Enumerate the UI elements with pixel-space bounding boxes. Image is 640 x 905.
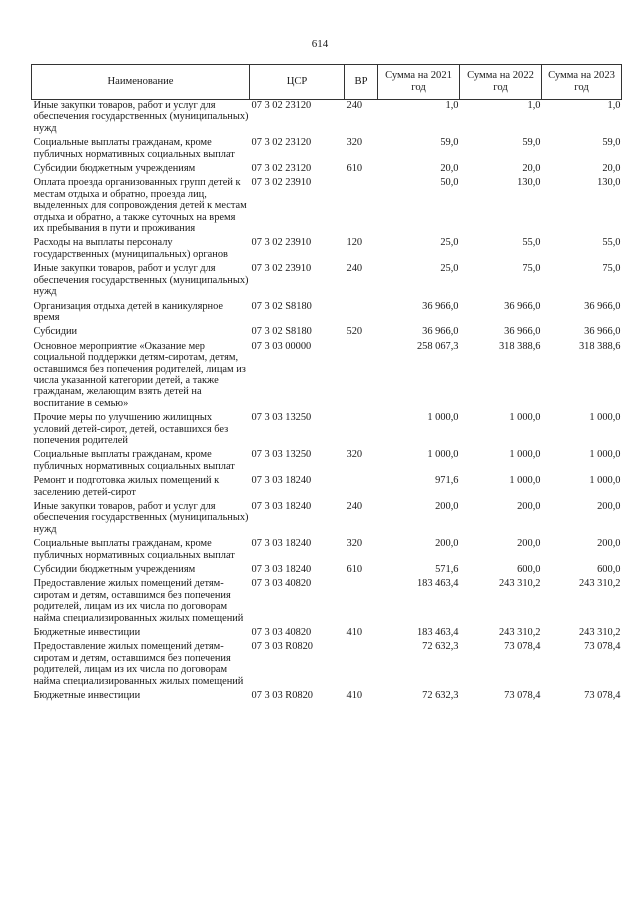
row-sum-2023: 36 966,0 xyxy=(584,326,621,338)
row-sum-2021: 183 463,4 xyxy=(416,578,459,590)
row-name: Бюджетные инвестиции xyxy=(33,690,141,702)
table-row xyxy=(32,163,622,177)
row-sum-2021: 200,0 xyxy=(435,538,459,550)
row-sum-2023: 318 388,6 xyxy=(578,340,621,352)
row-name: Оплата проезда организованных групп детей к местам отдыха и обратно, проезда лиц, выделенных для сопровождения детей к местам отдыха и обратно, а также суточных на время их пребывания в пути и проживания xyxy=(33,177,247,235)
row-sum-2023: 243 310,2 xyxy=(578,627,621,639)
row-sum-2022: 200,0 xyxy=(517,538,541,550)
row-name: Социальные выплаты гражданам, кроме публичных нормативных социальных выплат xyxy=(33,137,235,160)
row-vr: 410 xyxy=(346,627,363,639)
row-sum-2021: 1,0 xyxy=(445,100,459,111)
row-vr: 240 xyxy=(346,501,363,512)
row-sum-2023: 75,0 xyxy=(602,263,621,275)
row-vr: 610 xyxy=(346,163,363,175)
row-csr: 07 3 02 23910 xyxy=(251,263,312,275)
row-vr: 610 xyxy=(346,564,363,576)
row-vr: 320 xyxy=(346,538,363,550)
row-csr: 07 3 03 R0820 xyxy=(251,690,313,702)
table-row xyxy=(32,341,622,412)
row-sum-2022: 1 000,0 xyxy=(509,412,541,424)
row-sum-2021: 971,6 xyxy=(435,475,459,487)
table-row xyxy=(32,326,622,340)
row-sum-2022: 1,0 xyxy=(527,100,541,111)
row-sum-2022: 1 000,0 xyxy=(509,449,541,461)
table-row xyxy=(32,263,622,300)
row-name: Прочие меры по улучшению жилищных условий детей-сирот, детей, оставшихся без попечения родителей xyxy=(33,412,229,446)
table-row xyxy=(32,564,622,578)
row-vr xyxy=(345,341,378,412)
row-sum-2023: 59,0 xyxy=(602,137,621,149)
table-row xyxy=(32,237,622,263)
row-name: Предоставление жилых помещений детям-сиротам и детям, оставшимся без попечения родителей, лицам из их числа по договорам найма специализированных жилых помещений xyxy=(33,578,244,624)
table-row xyxy=(32,690,622,704)
row-sum-2022: 59,0 xyxy=(522,137,541,149)
row-name: Основное мероприятие «Оказание мер социальной поддержки детям-сиротам, детям, оставшимся без попечения родителей, лицам из числа указанной категории детей, а также гражданам, желающим взять детей на воспитание в семью» xyxy=(33,340,246,409)
table-row xyxy=(32,475,622,501)
row-csr: 07 3 03 13250 xyxy=(251,449,312,461)
row-name: Субсидии бюджетным учреждениям xyxy=(33,163,196,175)
table-row xyxy=(32,641,622,690)
row-sum-2022: 243 310,2 xyxy=(498,578,541,590)
row-vr: 320 xyxy=(346,137,363,149)
table-row xyxy=(32,412,622,449)
row-sum-2023: 1 000,0 xyxy=(589,412,621,424)
row-name: Иные закупки товаров, работ и услуг для обеспечения государственных (муниципальных) нужд xyxy=(33,263,249,298)
table-body xyxy=(32,100,622,705)
row-csr: 07 3 03 18240 xyxy=(251,564,312,576)
row-csr: 07 3 02 S8180 xyxy=(251,326,312,338)
row-name: Организация отдыха детей в каникулярное время xyxy=(33,300,224,323)
row-sum-2023: 1 000,0 xyxy=(589,449,621,461)
row-sum-2023: 1 000,0 xyxy=(589,475,621,487)
header-sum-2023: Сумма на 2023 год xyxy=(542,65,622,100)
row-sum-2022: 36 966,0 xyxy=(504,326,541,338)
row-name: Иные закупки товаров, работ и услуг для обеспечения государственных (муниципальных) нужд xyxy=(33,100,249,134)
table-row xyxy=(32,100,622,138)
row-csr: 07 3 03 13250 xyxy=(251,412,312,424)
row-csr: 07 3 03 00000 xyxy=(251,340,312,352)
header-sum-2022: Сумма на 2022 год xyxy=(460,65,542,100)
row-sum-2023: 243 310,2 xyxy=(578,578,621,590)
row-sum-2022: 55,0 xyxy=(522,237,541,249)
row-sum-2021: 20,0 xyxy=(440,163,459,175)
row-sum-2022: 73 078,4 xyxy=(504,641,541,653)
table-row xyxy=(32,501,622,538)
row-sum-2021: 72 632,3 xyxy=(422,641,459,653)
row-csr: 07 3 03 18240 xyxy=(251,475,312,487)
row-csr: 07 3 02 23120 xyxy=(251,137,312,149)
row-vr xyxy=(345,177,378,237)
row-name: Расходы на выплаты персоналу государственных (муниципальных) органов xyxy=(33,237,228,260)
row-name: Социальные выплаты гражданам, кроме публичных нормативных социальных выплат xyxy=(33,449,235,472)
row-csr: 07 3 03 40820 xyxy=(251,578,312,590)
header-csr: ЦСР xyxy=(250,65,345,100)
row-csr: 07 3 02 23910 xyxy=(251,237,312,249)
budget-table xyxy=(31,64,622,705)
row-sum-2022: 20,0 xyxy=(522,163,541,175)
row-sum-2023: 130,0 xyxy=(597,177,621,189)
row-sum-2022: 1 000,0 xyxy=(509,475,541,487)
row-sum-2021: 72 632,3 xyxy=(422,690,459,702)
table-row xyxy=(32,137,622,163)
row-csr: 07 3 03 R0820 xyxy=(251,641,313,653)
row-vr xyxy=(345,301,378,327)
row-name: Субсидии бюджетным учреждениям xyxy=(33,564,196,576)
row-sum-2022: 130,0 xyxy=(517,177,541,189)
row-sum-2022: 600,0 xyxy=(517,564,541,576)
row-sum-2023: 73 078,4 xyxy=(584,690,621,702)
row-vr: 410 xyxy=(346,690,363,702)
row-sum-2021: 50,0 xyxy=(440,177,459,189)
header-sum-2021: Сумма на 2021 год xyxy=(378,65,460,100)
row-sum-2021: 1 000,0 xyxy=(427,449,459,461)
row-sum-2023: 600,0 xyxy=(597,564,621,576)
row-sum-2021: 200,0 xyxy=(435,501,459,512)
header-vr: ВР xyxy=(345,65,378,100)
row-sum-2023: 20,0 xyxy=(602,163,621,175)
row-csr: 07 3 02 23120 xyxy=(251,163,312,175)
row-csr: 07 3 02 23120 xyxy=(251,100,312,111)
row-sum-2021: 258 067,3 xyxy=(416,340,459,352)
row-sum-2021: 36 966,0 xyxy=(422,326,459,338)
row-csr: 07 3 02 23910 xyxy=(251,177,312,189)
row-sum-2021: 36 966,0 xyxy=(422,300,459,312)
row-vr xyxy=(345,475,378,501)
row-sum-2021: 183 463,4 xyxy=(416,627,459,639)
row-name: Ремонт и подготовка жилых помещений к заселению детей-сирот xyxy=(33,475,220,498)
row-name: Бюджетные инвестиции xyxy=(33,627,141,639)
table-row xyxy=(32,578,622,627)
row-name: Субсидии xyxy=(33,326,78,338)
row-sum-2021: 1 000,0 xyxy=(427,412,459,424)
row-sum-2022: 200,0 xyxy=(517,501,541,512)
row-csr: 07 3 03 18240 xyxy=(251,501,312,512)
row-sum-2022: 318 388,6 xyxy=(498,340,541,352)
row-sum-2023: 73 078,4 xyxy=(584,641,621,653)
row-name: Социальные выплаты гражданам, кроме публичных нормативных социальных выплат xyxy=(33,538,235,561)
row-sum-2023: 200,0 xyxy=(597,538,621,550)
row-sum-2021: 25,0 xyxy=(440,237,459,249)
row-vr: 320 xyxy=(346,449,363,461)
row-sum-2021: 571,6 xyxy=(435,564,459,576)
row-name: Иные закупки товаров, работ и услуг для обеспечения государственных (муниципальных) нужд xyxy=(33,501,249,535)
row-csr: 07 3 02 S8180 xyxy=(251,300,312,312)
table-row xyxy=(32,301,622,327)
row-sum-2021: 25,0 xyxy=(440,263,459,275)
row-sum-2023: 36 966,0 xyxy=(584,300,621,312)
row-sum-2021: 59,0 xyxy=(440,137,459,149)
row-vr: 240 xyxy=(346,100,363,111)
page-number: 614 xyxy=(311,38,329,50)
table-row xyxy=(32,177,622,237)
row-csr: 07 3 03 40820 xyxy=(251,627,312,639)
row-sum-2022: 73 078,4 xyxy=(504,690,541,702)
table-row xyxy=(32,627,622,641)
row-vr: 120 xyxy=(346,237,363,249)
table-row xyxy=(32,538,622,564)
row-vr xyxy=(345,412,378,449)
row-name: Предоставление жилых помещений детям-сиротам и детям, оставшимся без попечения родителей, лицам из их числа по договорам найма специализированных жилых помещений xyxy=(33,641,244,687)
row-csr: 07 3 03 18240 xyxy=(251,538,312,550)
row-vr: 240 xyxy=(346,263,363,275)
row-vr: 520 xyxy=(346,326,363,338)
row-sum-2022: 75,0 xyxy=(522,263,541,275)
row-sum-2023: 200,0 xyxy=(597,501,621,512)
row-sum-2023: 55,0 xyxy=(602,237,621,249)
row-sum-2023: 1,0 xyxy=(607,100,621,111)
header-name: Наименование xyxy=(32,65,250,100)
row-vr xyxy=(345,641,378,690)
row-vr xyxy=(345,578,378,627)
row-sum-2022: 243 310,2 xyxy=(498,627,541,639)
row-sum-2022: 36 966,0 xyxy=(504,300,541,312)
table-header-row xyxy=(32,65,622,100)
table-row xyxy=(32,449,622,475)
